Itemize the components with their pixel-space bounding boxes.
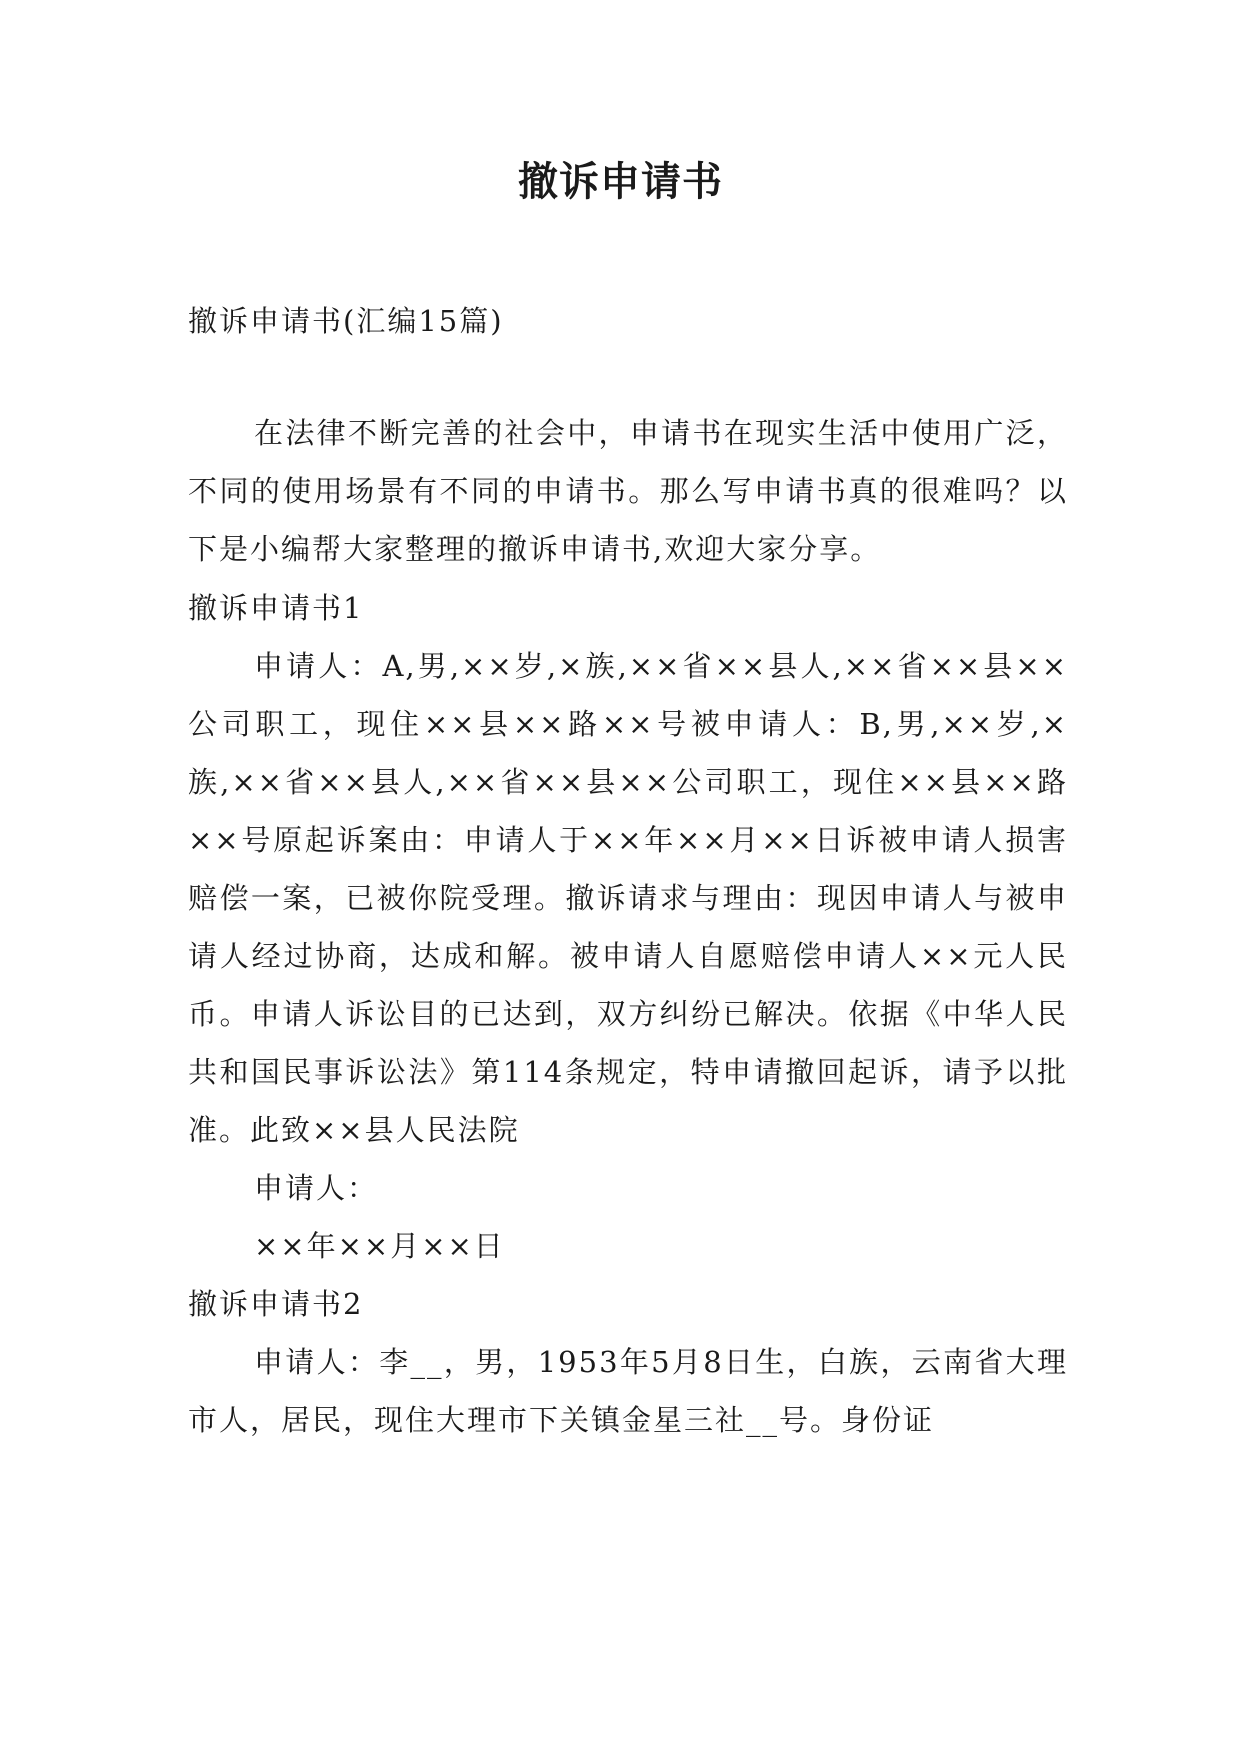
section2-body: 申请人：李__，男，1953年5月8日生，白族，云南省大理市人，居民，现住大理市下关镇金星三社__号。身份证 <box>188 1345 1068 1437</box>
section1-date: ××年××月××日 <box>254 1229 505 1263</box>
section1-heading: 撤诉申请书1 <box>188 591 364 625</box>
intro-paragraph: 在法律不断完善的社会中，申请书在现实生活中使用广泛，不同的使用场景有不同的申请书。那么写申请书真的很难吗？以下是小编帮大家整理的撤诉申请书,欢迎大家分享。 <box>188 416 1068 566</box>
content-block <box>188 591 1068 1449</box>
section2-heading: 撤诉申请书2 <box>188 1287 364 1321</box>
subtitle-text: 撤诉申请书(汇编15篇) <box>188 304 504 338</box>
section1-signature: 申请人： <box>254 1171 379 1205</box>
intro-block <box>188 404 1068 578</box>
document-title: 撤诉申请书 <box>518 159 723 205</box>
document-subtitle <box>188 292 1068 350</box>
section1-body: 申请人：A,男,××岁,×族,××省××县人,××省××县××公司职工，现住××县××路××号被申请人：B,男,××岁,×族,××省××县人,××省××县××公司职工，现住××县××路××号原起诉案由：申请人于××年××月××日诉被申请人损害赔偿一案，已被你院受理。撤诉请求与理由：现因申请人与被申请人经过协商，达成和解。被申请人自愿赔偿申请人××元人民币。申请人诉讼目的已达到，双方纠纷已解决。依据《中华人民共和国民事诉讼法》第114条规定，特申请撤回起诉，请予以批准。此致××县人民法院 <box>188 649 1068 1147</box>
